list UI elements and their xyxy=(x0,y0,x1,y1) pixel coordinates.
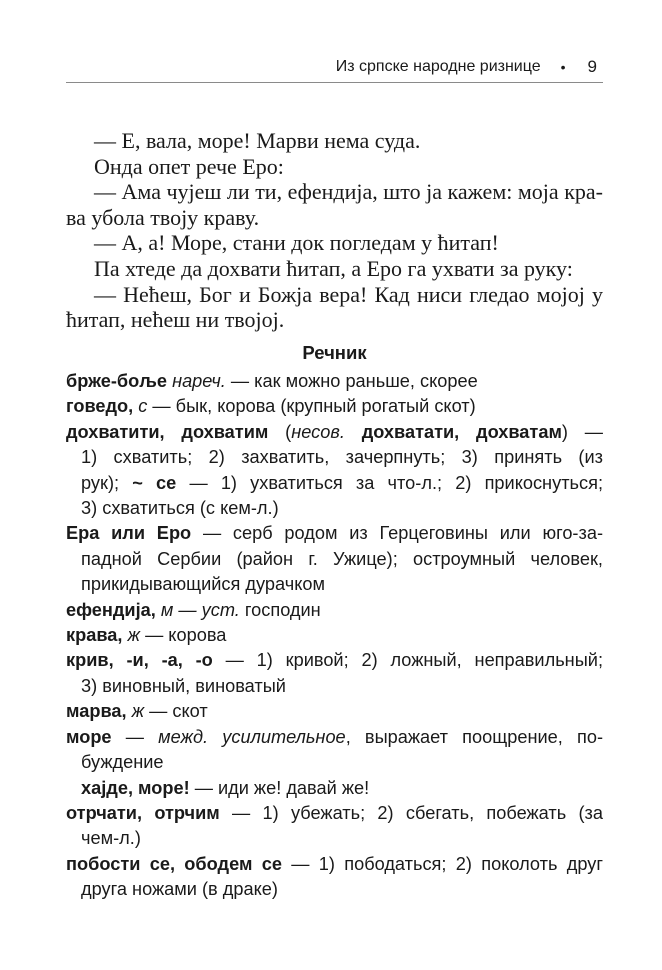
headword: ~ се xyxy=(132,472,177,493)
story-paragraph xyxy=(66,230,603,256)
glossary-line xyxy=(66,394,603,419)
definition-text: прикидывающийся дурачком xyxy=(81,574,326,595)
grammar-label: несов. xyxy=(291,421,345,442)
headword: ефендија, xyxy=(66,599,161,620)
headword: хајде, море! xyxy=(81,777,190,798)
grammar-label: с xyxy=(138,396,148,417)
header-separator: • xyxy=(560,59,566,75)
definition-text: буждение xyxy=(81,752,164,773)
story-line: ва убола твоју краву. xyxy=(66,204,260,230)
story-line: ћитап, нећеш ни твојој. xyxy=(66,307,285,333)
headword: дохватати, дохватам xyxy=(344,421,562,442)
glossary-line xyxy=(66,496,603,521)
story-line: — Ама чујеш ли ти, ефендија, што ја кажем: моја кра- xyxy=(94,179,603,205)
headword: дохватити, дохватим xyxy=(66,421,269,442)
headword: говедо, xyxy=(66,396,139,417)
glossary-entry xyxy=(66,801,603,852)
definition-text: ) — xyxy=(561,421,603,442)
definition-text: 1) схватить; 2) захватить, зачерпнуть; 3) принять (из xyxy=(81,447,603,468)
definition-text: — 1) кривой; 2) ложный, неправильный; xyxy=(212,650,603,671)
story-text xyxy=(66,128,603,333)
glossary-line xyxy=(66,776,603,801)
definition-text: чем-л.) xyxy=(81,828,141,849)
glossary-entry xyxy=(66,623,603,648)
headword: Ера или Еро xyxy=(66,523,192,544)
glossary-line xyxy=(66,674,603,699)
glossary-line xyxy=(66,725,603,750)
grammar-label: м — уст. xyxy=(160,599,240,620)
definition-text: , выражает поощрение, по- xyxy=(345,726,604,747)
definition-text: 3) виновный, виноватый xyxy=(81,675,286,696)
definition-text: рук); xyxy=(81,472,133,493)
glossary-line xyxy=(66,420,603,445)
glossary-entry xyxy=(66,598,603,623)
glossary-line xyxy=(66,369,603,394)
story-line: Онда опет рече Еро: xyxy=(94,153,284,179)
definition-text: 3) схватиться (с кем-л.) xyxy=(81,498,279,519)
story-line: — Е, вала, море! Марви нема суда. xyxy=(94,128,421,153)
glossary-entry xyxy=(66,369,603,394)
glossary-line xyxy=(66,750,603,775)
glossary-list xyxy=(66,369,603,903)
glossary-line xyxy=(66,852,603,877)
definition-text: — серб родом из Герцеговины или юго-за- xyxy=(191,523,604,544)
glossary-entry xyxy=(66,420,603,522)
headword: крив, -и, -а, -о xyxy=(66,650,213,671)
definition-text: ( xyxy=(268,421,292,442)
glossary-line xyxy=(66,801,603,826)
glossary-entry xyxy=(66,699,603,724)
page-number: 9 xyxy=(587,57,597,76)
definition-text: друга ножами (в драке) xyxy=(81,879,278,900)
grammar-label: ж xyxy=(127,625,141,646)
glossary-entry xyxy=(66,852,603,903)
glossary-line xyxy=(66,572,603,597)
glossary-entry xyxy=(66,725,603,801)
headword: крава, xyxy=(66,625,128,646)
glossary-entry xyxy=(66,394,603,419)
story-paragraph xyxy=(66,154,603,180)
headword: море xyxy=(66,726,112,747)
headword: брже-боље xyxy=(66,371,173,391)
glossary-entry xyxy=(66,521,603,597)
grammar-label: нареч. xyxy=(172,371,226,391)
headword: отрчати, отрчим xyxy=(66,802,220,823)
running-title: Из српске народне ризнице xyxy=(335,58,541,75)
glossary-line xyxy=(66,877,603,902)
headword: побости се, ободем се xyxy=(66,853,282,874)
definition-text: — как можно раньше, скорее xyxy=(225,371,478,391)
glossary-line xyxy=(66,598,603,623)
glossary-line xyxy=(66,547,603,572)
story-line: — А, а! Море, стани док погледам у ћитап! xyxy=(94,230,499,256)
glossary-entry xyxy=(66,648,603,699)
glossary-line xyxy=(66,471,603,496)
headword: марва, xyxy=(66,701,132,722)
grammar-label: межд. усилительное xyxy=(158,726,346,747)
grammar-label: ж xyxy=(131,701,145,722)
definition-text: падной Сербии (район г. Ужице); остроумный человек, xyxy=(81,548,603,569)
definition-text: — 1) убежать; 2) сбегать, побежать (за xyxy=(219,802,603,823)
running-header xyxy=(66,52,603,83)
glossary-title: Речник xyxy=(302,342,367,363)
glossary-line xyxy=(66,699,603,724)
story-paragraph xyxy=(66,128,603,154)
story-paragraph xyxy=(66,256,603,282)
glossary-line xyxy=(66,623,603,648)
definition-text: господин xyxy=(239,599,321,620)
definition-text: — скот xyxy=(144,701,208,722)
story-paragraph xyxy=(66,282,603,333)
glossary-line xyxy=(66,521,603,546)
story-paragraph xyxy=(66,179,603,230)
glossary-line xyxy=(66,826,603,851)
glossary-line xyxy=(66,648,603,673)
definition-text: — 1) пободаться; 2) поколоть друг xyxy=(281,853,603,874)
story-line: — Нећеш, Бог и Божја вера! Кад ниси гледао мојој у xyxy=(94,281,603,307)
definition-text: — иди же! давай же! xyxy=(189,777,370,798)
definition-text: — бык, корова (крупный рогатый скот) xyxy=(147,396,476,417)
definition-text: — xyxy=(111,726,159,747)
glossary-line xyxy=(66,445,603,470)
definition-text: — 1) ухватиться за что-л.; 2) прикоснуться; xyxy=(176,472,603,493)
story-line: Па хтеде да дохвати ћитап, а Еро га ухвати за руку: xyxy=(94,255,573,281)
definition-text: — корова xyxy=(140,625,227,646)
